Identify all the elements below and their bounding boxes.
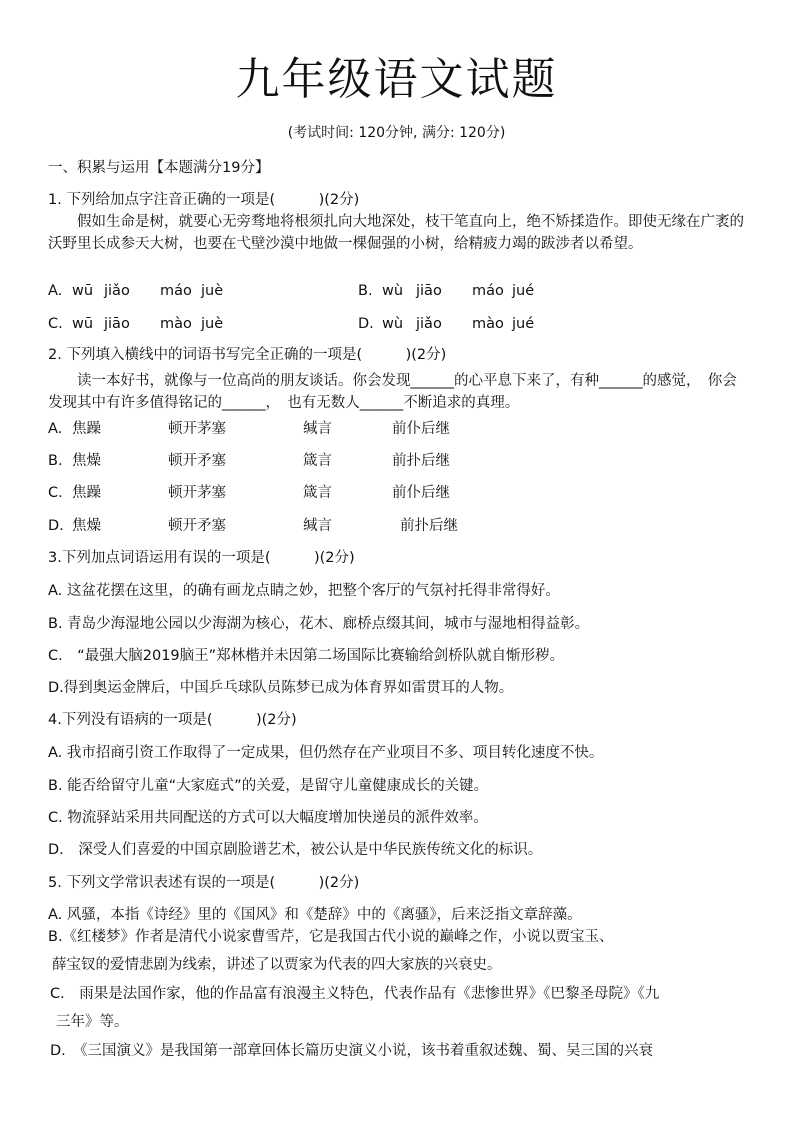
pinyin: máo — [472, 283, 504, 299]
pinyin: juè — [201, 316, 224, 332]
question-4-option-d: D. 深受人们喜爱的中国京剧脸谱艺术，被公认是中华民族传统文化的标识。 — [48, 842, 543, 858]
question-4-option-c: C. 物流驿站采用共同配送的方式可以大幅度增加快递员的派件效率。 — [48, 810, 488, 826]
pinyin: juè — [201, 283, 224, 299]
word-choice: 前仆后继 — [392, 421, 450, 437]
pinyin: jué — [512, 316, 535, 332]
pinyin: wū — [72, 316, 94, 332]
question-1-stem: 1. 下列给加点字注音正确的一项是( )(2分) — [48, 192, 360, 208]
word-choice: 前仆后继 — [392, 485, 450, 501]
word-choice: 焦燥 — [72, 518, 101, 534]
word-choice: 顿开矛塞 — [168, 518, 226, 534]
question-1-passage: 假如生命是树，就要心无旁骛地将根须扎向大地深处，枝干笔直向上，绝不矫揉造作。即使无缘在广袤的沃野里长成参天大树，也要在弋壁沙漠中地做一棵倔强的小树，给精疲力竭的跋涉者以希望。 — [48, 214, 744, 252]
section-heading: 一、积累与运用【本题满分19分】 — [48, 160, 270, 176]
question-4-option-a: A. 我市招商引资工作取得了一定成果，但仍然存在产业项目不多、项目转化速度不快。 — [48, 745, 604, 761]
pinyin: jiǎo — [104, 283, 130, 299]
pinyin: wù — [382, 316, 404, 332]
question-4-option-b: B. 能否给留守儿童“大家庭式”的关爱，是留守儿童健康成长的关键。 — [48, 778, 489, 794]
question-5-option-a: A. 风骚，本指《诗经》里的《国风》和《楚辞》中的《离骚》，后来泛指文章辞藻。 — [48, 907, 582, 923]
word-choice: 焦躁 — [72, 485, 101, 501]
pinyin: jiǎo — [416, 316, 442, 332]
question-3-option-a: A. 这盆花摆在这里，的确有画龙点睛之妙，把整个客厅的气氛衬托得非常得好。 — [48, 583, 560, 599]
word-choice: 缄言 — [303, 518, 332, 534]
word-choice: 箴言 — [303, 485, 332, 501]
option-letter: A. — [48, 421, 63, 437]
option-letter: D. — [358, 316, 374, 332]
question-2-stem: 2. 下列填入横线中的词语书写完全正确的一项是( )(2分) — [48, 347, 447, 363]
option-letter: D. — [48, 518, 64, 534]
question-3-stem: 3.下列加点词语运用有误的一项是( )(2分) — [48, 550, 355, 566]
question-3-option-b: B. 青岛少海湿地公园以少海湖为核心，花木、廊桥点缀其间，城市与湿地相得益彰。 — [48, 616, 590, 632]
word-choice: 焦燥 — [72, 453, 101, 469]
word-choice: 箴言 — [303, 453, 332, 469]
option-letter: B. — [48, 453, 63, 469]
option-letter: B. — [358, 283, 373, 299]
pinyin: mào — [472, 316, 504, 332]
pinyin: máo — [160, 283, 192, 299]
question-3-option-c: C. “最强大脑2019脑王”郑林楷并未因第二场国际比赛输给剑桥队就自惭形秽。 — [48, 648, 565, 664]
word-choice: 顿开茅塞 — [168, 485, 226, 501]
pinyin: mào — [160, 316, 192, 332]
question-2-passage: 读一本好书，就像与一位高尚的朋友谈话。你会发现______的心平息下来了，有种______的感觉， 你会发现其中有许多值得铭记的______， 也有无数人______不断追求的真理。 — [48, 373, 737, 411]
exam-info: (考试时间: 120分钟, 满分: 120分) — [287, 125, 506, 141]
word-choice: 前扑后继 — [392, 453, 450, 469]
option-letter: C. — [48, 316, 63, 332]
word-choice: 缄言 — [303, 421, 332, 437]
word-choice: 顿开茅塞 — [168, 421, 226, 437]
question-5-option-b: B.《红楼梦》作者是清代小说家曹雪芹，它是我国古代小说的巅峰之作，小说以贾宝玉、 — [48, 929, 614, 945]
option-letter: A. — [48, 283, 63, 299]
page-title: 九年级语文试题 — [235, 54, 558, 105]
question-4-stem: 4.下列没有语病的一项是( )(2分) — [48, 712, 297, 728]
question-3-option-d: D.得到奥运金牌后，中国乒乓球队员陈梦已成为体育界如雷贯耳的人物。 — [48, 680, 514, 696]
word-choice: 顿开矛塞 — [168, 453, 226, 469]
question-5-option-c-cont: 三年》等。 — [56, 1014, 129, 1030]
word-choice: 焦躁 — [72, 421, 101, 437]
question-5-option-c: C. 雨果是法国作家，他的作品富有浪漫主义特色，代表作品有《悲惨世界》《巴黎圣母院》《九 — [50, 986, 660, 1002]
word-choice: 前扑后继 — [400, 518, 458, 534]
question-5-option-d: D. 《三国演义》是我国第一部章回体长篇历史演义小说，该书着重叙述魏、蜀、吴三国的兴衰 — [50, 1043, 654, 1059]
pinyin: wū — [72, 283, 94, 299]
pinyin: jiāo — [104, 316, 130, 332]
pinyin: wù — [382, 283, 404, 299]
pinyin: jiāo — [416, 283, 442, 299]
question-5-option-b-cont: 薛宝钗的爱情悲剧为线索，讲述了以贾家为代表的四大家族的兴衰史。 — [52, 957, 502, 973]
pinyin: jué — [512, 283, 535, 299]
option-letter: C. — [48, 485, 63, 501]
question-5-stem: 5. 下列文学常识表述有误的一项是( )(2分) — [48, 875, 360, 891]
